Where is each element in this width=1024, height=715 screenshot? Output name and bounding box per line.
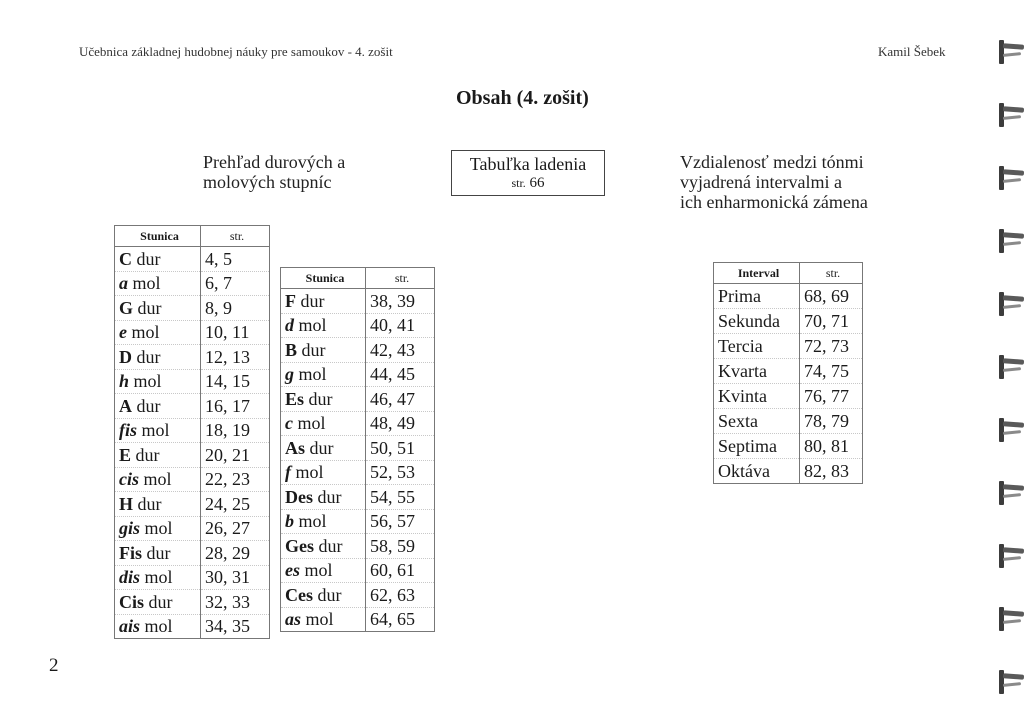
scales-heading: [203, 152, 345, 192]
scale-name-cell: [115, 467, 201, 492]
column-header-page: str.: [366, 268, 435, 289]
scale-name-cell: [281, 411, 366, 436]
page-ref-cell: 50, 51: [366, 436, 435, 461]
scale-mode: dur: [301, 339, 326, 360]
scale-key: es: [285, 560, 300, 581]
scale-name-cell: [281, 289, 366, 314]
scale-name-cell: [281, 583, 366, 608]
page-ref-cell: 54, 55: [366, 485, 435, 510]
scale-key: Es: [285, 388, 305, 409]
table-row: [281, 338, 435, 363]
intervals-table: [713, 262, 863, 484]
scale-key: Ges: [285, 535, 314, 556]
page-ref-cell: 52, 53: [366, 460, 435, 485]
table-row: [281, 436, 435, 461]
scale-key: G: [119, 297, 134, 318]
interval-name-cell: Tercia: [714, 334, 800, 359]
scale-name-cell: [281, 558, 366, 583]
page-ref-cell: 6, 7: [201, 271, 270, 296]
page-ref-cell: 74, 75: [800, 359, 863, 384]
scale-name-cell: [115, 369, 201, 394]
page-ref-cell: 12, 13: [201, 345, 270, 370]
scale-key: fis: [119, 420, 137, 441]
table-row: [281, 411, 435, 436]
scale-name-cell: [281, 460, 366, 485]
scale-key: e: [119, 322, 127, 343]
table-row: [115, 394, 270, 419]
interval-name-cell: Prima: [714, 284, 800, 309]
binding-coil-icon: [995, 670, 1024, 696]
table-row: [714, 284, 863, 309]
page-ref-cell: 72, 73: [800, 334, 863, 359]
scale-key: g: [285, 364, 294, 385]
table-row: [115, 271, 270, 296]
binding-coil-icon: [995, 229, 1024, 255]
scale-name-cell: [115, 541, 201, 566]
scale-name-cell: [281, 607, 366, 632]
page-ref-cell: 44, 45: [366, 362, 435, 387]
table-row: [714, 459, 863, 484]
header-book-title: Učebnica základnej hudobnej náuky pre samoukov - 4. zošit: [79, 44, 393, 59]
spiral-binding-icon: [995, 40, 1024, 715]
page-ref-cell: 76, 77: [800, 384, 863, 409]
scale-mode: dur: [136, 395, 161, 416]
scale-name-cell: [115, 443, 201, 468]
scales-heading-line2: molových stupníc: [203, 172, 332, 192]
table-row: [281, 387, 435, 412]
scale-name-cell: [115, 394, 201, 419]
scale-mode: mol: [144, 616, 173, 637]
flat-keys-table: [280, 267, 435, 632]
scale-key: Fis: [119, 542, 143, 563]
table-row: [281, 583, 435, 608]
header-author: Kamil Šebek: [878, 44, 946, 59]
table-row: [281, 313, 435, 338]
scale-key: b: [285, 511, 294, 532]
scale-name-cell: [115, 590, 201, 615]
scale-name-cell: [281, 485, 366, 510]
table-header-row: [714, 263, 863, 284]
binding-coil-icon: [995, 418, 1024, 444]
page-ref-cell: 78, 79: [800, 409, 863, 434]
scale-name-cell: [281, 362, 366, 387]
interval-name-cell: Sexta: [714, 409, 800, 434]
page-ref-cell: 46, 47: [366, 387, 435, 412]
scale-mode: mol: [144, 518, 173, 539]
scale-key: Des: [285, 486, 313, 507]
binding-coil-icon: [995, 40, 1024, 66]
scale-name-cell: [115, 492, 201, 517]
scale-mode: mol: [132, 273, 161, 294]
scale-key: dis: [119, 567, 141, 588]
scale-key: a: [119, 273, 128, 294]
scale-name-cell: [281, 534, 366, 559]
page-ref-cell: 64, 65: [366, 607, 435, 632]
page-ref-cell: 68, 69: [800, 284, 863, 309]
page-ref-cell: 62, 63: [366, 583, 435, 608]
table-row: [115, 492, 270, 517]
scale-name-cell: [281, 313, 366, 338]
scale-key: c: [285, 413, 293, 434]
column-header-page: str.: [201, 226, 270, 247]
scale-name-cell: [281, 338, 366, 363]
scale-mode: dur: [317, 584, 342, 605]
scale-key: h: [119, 371, 130, 392]
binding-coil-icon: [995, 103, 1024, 129]
table-row: [115, 614, 270, 639]
page-ref-cell: 32, 33: [201, 590, 270, 615]
tuning-table-str-label: str.: [511, 176, 526, 190]
scale-key: as: [285, 609, 302, 630]
table-row: [714, 359, 863, 384]
scale-mode: dur: [317, 486, 342, 507]
binding-coil-icon: [995, 355, 1024, 381]
table-row: [714, 434, 863, 459]
intervals-heading-line1: Vzdialenosť medzi tónmi: [680, 152, 864, 172]
tuning-table-page: [452, 175, 604, 192]
scale-mode: dur: [136, 346, 161, 367]
scale-key: ais: [119, 616, 141, 637]
scale-key: f: [285, 462, 291, 483]
page-ref-cell: 28, 29: [201, 541, 270, 566]
binding-coil-icon: [995, 607, 1024, 633]
scale-name-cell: [115, 271, 201, 296]
scale-mode: mol: [144, 567, 173, 588]
column-header-key: Stunica: [281, 268, 366, 289]
table-row: [115, 345, 270, 370]
table-row: [115, 565, 270, 590]
scale-key: B: [285, 339, 298, 360]
table-row: [115, 541, 270, 566]
interval-name-cell: Kvarta: [714, 359, 800, 384]
table-row: [281, 362, 435, 387]
table-row: [714, 334, 863, 359]
column-header-page: str.: [800, 263, 863, 284]
page-ref-cell: 80, 81: [800, 434, 863, 459]
page-ref-cell: 14, 15: [201, 369, 270, 394]
scale-key: A: [119, 395, 132, 416]
scale-mode: mol: [298, 315, 327, 336]
scale-mode: mol: [297, 413, 326, 434]
scale-mode: mol: [133, 371, 162, 392]
scale-key: Cis: [119, 591, 145, 612]
scale-name-cell: [115, 516, 201, 541]
scale-mode: mol: [143, 469, 172, 490]
table-row: [115, 590, 270, 615]
page-ref-cell: 22, 23: [201, 467, 270, 492]
scale-key: Ces: [285, 584, 313, 605]
scale-name-cell: [115, 320, 201, 345]
scale-name-cell: [115, 565, 201, 590]
page-ref-cell: 8, 9: [201, 296, 270, 321]
scale-mode: dur: [136, 248, 161, 269]
table-row: [115, 296, 270, 321]
table-row: [115, 320, 270, 345]
page-ref-cell: 60, 61: [366, 558, 435, 583]
scale-name-cell: [281, 387, 366, 412]
scales-heading-line1: Prehľad durových a: [203, 152, 346, 172]
page-ref-cell: 16, 17: [201, 394, 270, 419]
scale-mode: mol: [304, 560, 333, 581]
table-row: [281, 485, 435, 510]
scale-mode: mol: [295, 462, 324, 483]
scale-mode: mol: [298, 364, 327, 385]
intervals-heading: [680, 152, 868, 212]
scale-key: H: [119, 493, 134, 514]
page-ref-cell: 70, 71: [800, 309, 863, 334]
page-ref-cell: 42, 43: [366, 338, 435, 363]
column-header-key: Stunica: [115, 226, 201, 247]
scale-key: E: [119, 444, 132, 465]
page-number: 2: [49, 655, 59, 676]
scale-mode: dur: [137, 493, 162, 514]
page-title: Obsah (4. zošit): [456, 87, 589, 109]
page-ref-cell: 48, 49: [366, 411, 435, 436]
scale-name-cell: [115, 418, 201, 443]
table-row: [115, 247, 270, 272]
page-ref-cell: 24, 25: [201, 492, 270, 517]
column-header-interval: Interval: [714, 263, 800, 284]
table-row: [714, 384, 863, 409]
scale-name-cell: [115, 345, 201, 370]
scale-mode: dur: [135, 444, 160, 465]
intervals-heading-line3: ich enharmonická zámena: [680, 192, 868, 212]
scale-name-cell: [281, 436, 366, 461]
interval-name-cell: Kvinta: [714, 384, 800, 409]
table-header-row: [115, 226, 270, 247]
scale-mode: dur: [318, 535, 343, 556]
table-row: [115, 418, 270, 443]
scale-name-cell: [115, 614, 201, 639]
intervals-heading-line2: vyjadrená intervalmi a: [680, 172, 842, 192]
page-ref-cell: 58, 59: [366, 534, 435, 559]
table-row: [281, 509, 435, 534]
scale-key: d: [285, 315, 294, 336]
scale-name-cell: [115, 247, 201, 272]
scale-mode: dur: [309, 437, 334, 458]
scale-name-cell: [115, 296, 201, 321]
scale-mode: mol: [141, 420, 170, 441]
page-ref-cell: 30, 31: [201, 565, 270, 590]
table-row: [281, 558, 435, 583]
sharp-keys-table: [114, 225, 270, 639]
interval-name-cell: Oktáva: [718, 461, 770, 481]
scale-mode: dur: [146, 542, 171, 563]
tuning-table-title: Tabuľka ladenia: [469, 154, 587, 174]
page-ref-cell: 20, 21: [201, 443, 270, 468]
scale-mode: mol: [305, 609, 334, 630]
scale-key: As: [285, 437, 306, 458]
page-ref-cell: 34, 35: [201, 614, 270, 639]
page-ref-cell: 18, 19: [201, 418, 270, 443]
scale-name-cell: [281, 509, 366, 534]
scale-mode: mol: [298, 511, 327, 532]
page-ref-cell: 26, 27: [201, 516, 270, 541]
table-row: [115, 443, 270, 468]
table-row: [281, 460, 435, 485]
scale-key: C: [119, 248, 132, 269]
table-row: [714, 409, 863, 434]
table-row: [115, 369, 270, 394]
scale-mode: mol: [131, 322, 160, 343]
scale-mode: dur: [148, 591, 173, 612]
scale-key: cis: [119, 469, 139, 490]
tuning-table-page-number: 66: [529, 175, 545, 191]
scale-key: D: [119, 346, 132, 367]
table-row: [714, 309, 863, 334]
page-ref-cell: 56, 57: [366, 509, 435, 534]
table-row: [281, 289, 435, 314]
binding-coil-icon: [995, 292, 1024, 318]
table-row: [281, 607, 435, 632]
scale-key: F: [285, 290, 296, 311]
table-row: [115, 467, 270, 492]
binding-coil-icon: [995, 481, 1024, 507]
interval-name-cell: Septima: [714, 434, 800, 459]
page-ref-cell: 82, 83: [800, 459, 863, 484]
interval-name-cell: Sekunda: [714, 309, 800, 334]
page-ref-cell: 10, 11: [201, 320, 270, 345]
page-ref-cell: 38, 39: [366, 289, 435, 314]
scale-mode: dur: [300, 290, 325, 311]
page-ref-cell: 40, 41: [366, 313, 435, 338]
table-header-row: [281, 268, 435, 289]
binding-coil-icon: [995, 166, 1024, 192]
scale-key: gis: [119, 518, 141, 539]
table-row: [281, 534, 435, 559]
scale-mode: dur: [137, 297, 162, 318]
binding-coil-icon: [995, 544, 1024, 570]
page-ref-cell: 4, 5: [201, 247, 270, 272]
scale-mode: dur: [308, 388, 333, 409]
tuning-table-box: [451, 150, 605, 196]
table-row: [115, 516, 270, 541]
